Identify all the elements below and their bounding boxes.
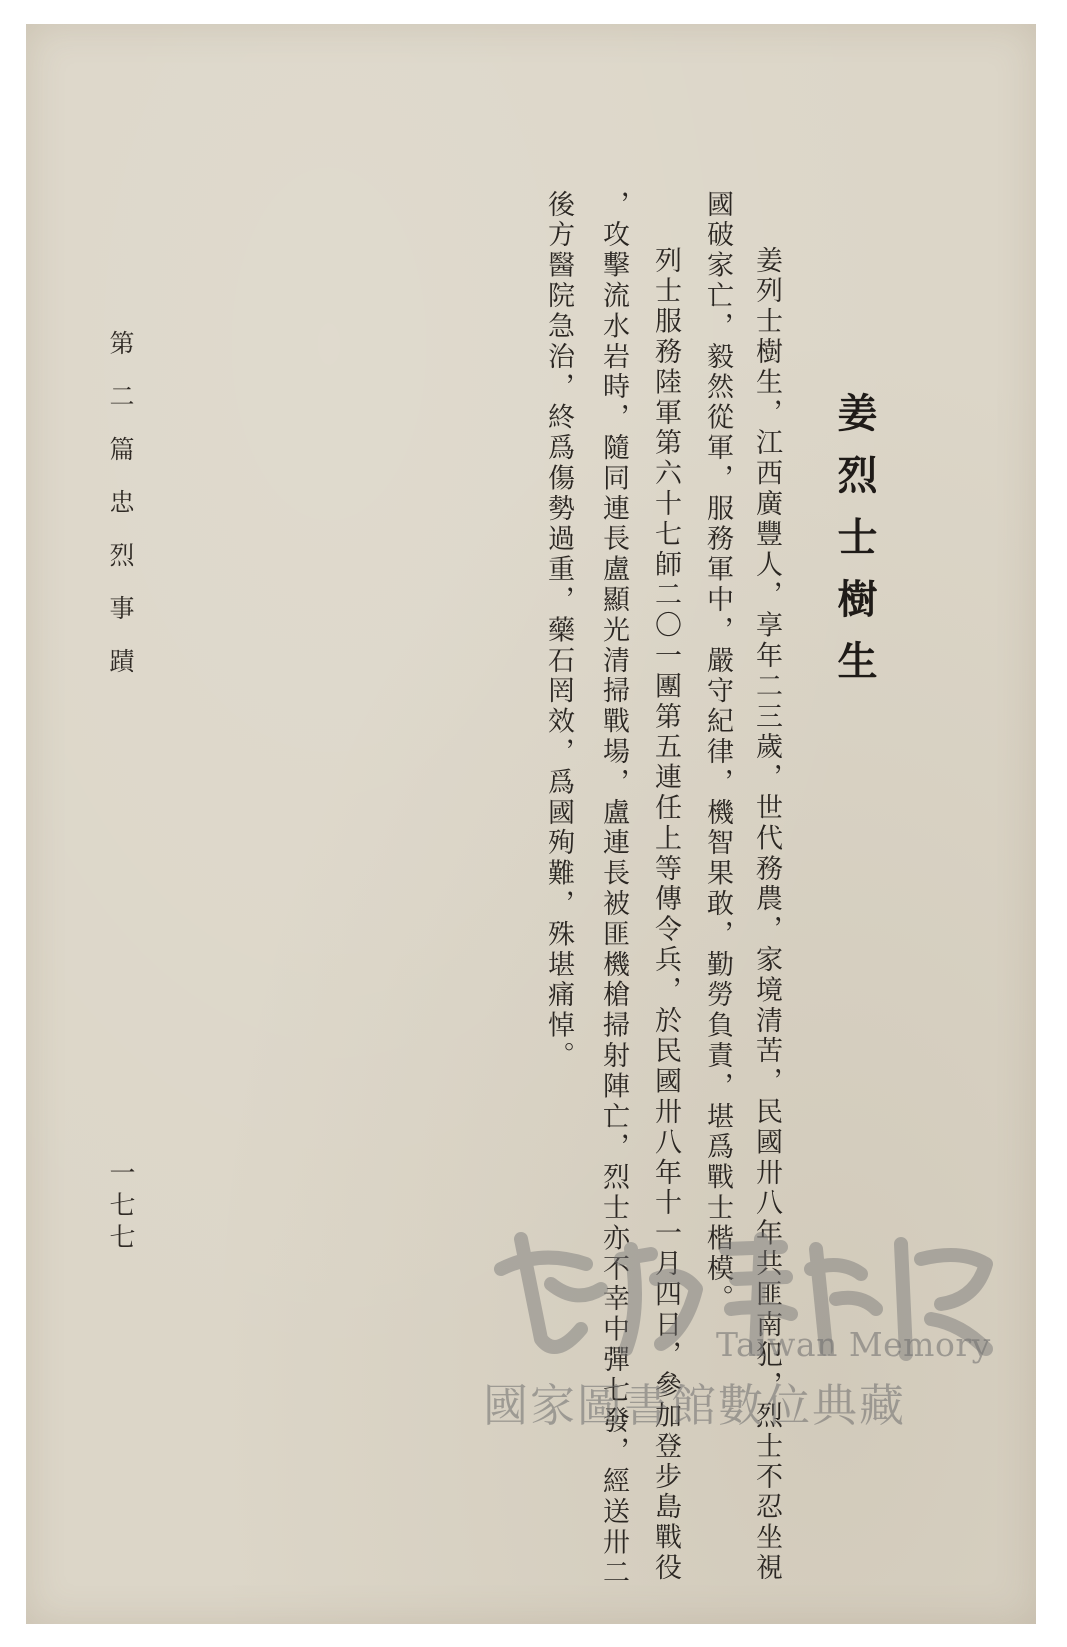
taiwan-memory-logo-icon bbox=[481, 1209, 1001, 1369]
book-page bbox=[26, 24, 1036, 1624]
running-footer: 第二篇忠烈事蹟 bbox=[106, 330, 135, 701]
paragraph-line: ，攻擊流水岩時，隨同連長盧顯光清掃戰場，盧連長被匪機槍掃射陣亡，烈士亦不幸中彈七發，經送卅二 bbox=[598, 190, 629, 1589]
paragraph-line: 後方醫院急治，終爲傷勢過重，藥石罔效，爲國殉難，殊堪痛悼。 bbox=[543, 190, 574, 1072]
paragraph-line: 列士服務陸軍第六十七師二〇一團第五連任上等傳令兵，於民國卅八年十一月四日，參加登步島戰役 bbox=[650, 246, 681, 1584]
watermark-subtitle: 國家圖書館數位典藏 bbox=[483, 1379, 907, 1432]
paragraph-line: 姜列士樹生，江西廣豐人，享年二三歲，世代務農，家境清苦，民國卅八年共匪南犯，烈士不忍坐視 bbox=[751, 246, 782, 1584]
page-number: 一七七 bbox=[105, 1159, 135, 1255]
watermark bbox=[481, 1209, 1001, 1449]
paragraph-line: 國破家亡，毅然從軍，服務軍中，嚴守紀律，機智果敢，勤勞負責，堪爲戰士楷模。 bbox=[702, 190, 733, 1315]
watermark-caption: Taiwan Memory bbox=[716, 1325, 991, 1364]
page-title: 姜烈士樹生 bbox=[831, 392, 878, 702]
